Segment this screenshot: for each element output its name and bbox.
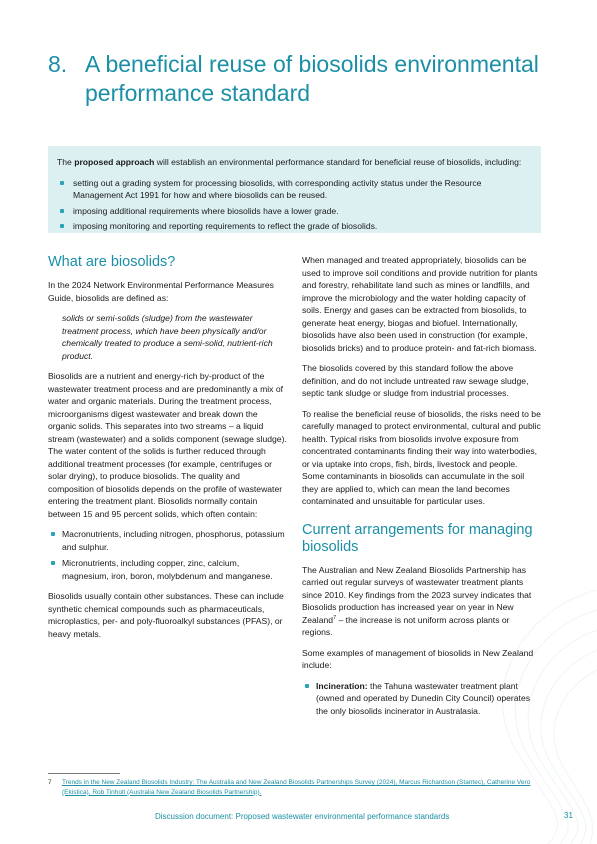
- bullet-icon: [60, 181, 64, 185]
- paragraph: To realise the beneficial reuse of biosolids, the risks need to be carefully managed to protect environmental, cultural and public health. Typical risks from biosolids involve exposure from concentrated contaminants finding their way into waterbodies, or via uptake into crops, fish, birds, livestock and people. Some contaminants in biosolids can accumulate in the soil they are applied to, which can mean the land becomes contaminated and unsuitable for particular uses.: [302, 408, 541, 506]
- list-item-text: imposing additional requirements where biosolids have a lower grade.: [73, 205, 339, 216]
- list-item: [302, 680, 542, 718]
- list-item-text: setting out a grading system for processing biosolids, with corresponding activity status under the Resource Management Act 1991 for how and where biosolids can be reused.: [73, 177, 482, 201]
- paragraph-text: The Australian and New Zealand Biosolids Partnership has carried out regular surveys of wastewater treatment plants since 2010. Key findings from the 2023 survey indicates that Biosolids production has increased year on year in New Zealand: [302, 564, 532, 625]
- bullet-icon: [60, 224, 64, 228]
- definition-quote: solids or semi-solids (sludge) from the wastewater treatment process, which have been physically and/or chemically treated to produce a semi-solid, nutrient-rich product.: [62, 313, 273, 361]
- paragraph: Biosolids usually contain other substances. These can include synthetic chemical compounds such as pharmaceuticals, microplastics, per- and poly-fluoroalkyl substances (PFAS), or heavy metals.: [48, 591, 284, 639]
- list-item: [57, 205, 532, 218]
- section-heading-current-arrangements: Current arrangements for managing biosolids: [302, 521, 533, 555]
- paragraph: The biosolids covered by this standard follow the above definition, and do not include untreated raw sewage sludge, septic tank sludge or sludge from industrial processes.: [302, 363, 529, 398]
- footnote-number: 7: [48, 779, 52, 786]
- list-item-text: Macronutrients, including nitrogen, phosphorus, potassium and sulphur.: [62, 529, 285, 552]
- callout-intro-text: The: [57, 157, 75, 167]
- page-title: [48, 50, 548, 108]
- list-item: [48, 528, 288, 553]
- paragraph: When managed and treated appropriately, biosolids can be used to improve soil conditions and provide nutrition for plants and forestry, rehabilitate land such as mines or landfills, and improve the microbiology and the water holding capacity of soils. Energy and gases can be extracted from biosolids, to generate heat energy, biogas and biofuel. Internationally, biosolids have also been used in construction (for example, biosolids bricks) and to produce protein- and fat-rich biomass.: [302, 255, 538, 353]
- nutrient-bullet-list: [48, 528, 288, 582]
- title-line-1: A beneficial reuse of biosolids environmental: [85, 51, 539, 77]
- list-item: [57, 177, 532, 202]
- bullet-icon: [60, 209, 64, 213]
- left-column: [48, 254, 288, 648]
- footnote-divider: [48, 773, 120, 774]
- bullet-icon: [51, 561, 55, 565]
- paragraph: Some examples of management of biosolids in New Zealand include:: [302, 647, 534, 670]
- callout-bullet-list: [57, 177, 532, 233]
- section-number: 8.: [48, 51, 68, 77]
- list-item: [48, 557, 288, 582]
- paragraph: In the 2024 Network Environmental Performance Measures Guide, biosolids are defined as:: [48, 280, 274, 303]
- title-line-2: performance standard: [85, 80, 311, 106]
- bullet-icon: [305, 684, 309, 688]
- callout-intro-rest: will establish an environmental performance standard for beneficial reuse of biosolids, including:: [154, 157, 522, 167]
- proposed-approach-bold: proposed approach: [74, 157, 155, 167]
- incineration-label: Incineration:: [316, 680, 368, 691]
- footnote-reference[interactable]: 7: [333, 614, 337, 621]
- callout-intro: [57, 156, 532, 169]
- management-bullet-list: [302, 680, 542, 718]
- paragraph: [302, 564, 542, 639]
- list-item-text: imposing monitoring and reporting requirements to reflect the grade of biosolids.: [73, 221, 378, 232]
- page-number: 31: [564, 811, 573, 820]
- footnote: [48, 778, 548, 797]
- paragraph-text: – the increase is not uniform across plants or regions.: [302, 614, 510, 637]
- bullet-icon: [51, 532, 55, 536]
- list-item: [57, 220, 532, 233]
- section-heading-what-are-biosolids: What are biosolids?: [48, 254, 176, 270]
- footer-document-title: Discussion document: Proposed wastewater environmental performance standards: [155, 812, 450, 821]
- list-item-text: the Tahuna wastewater treatment plant (owned and operated by Dunedin City Council) operates the only biosolids incinerator in Australasia.: [316, 680, 531, 716]
- paragraph: Biosolids are a nutrient and energy-rich by-product of the wastewater treatment process and are predominantly a mix of water and organic materials. During the treatment process, microorganisms digest wastewater and break down the organic solids. This separates into two streams – a liquid stream (wastewater) and a solids component (sewage sludge). The water content of the solids is further reduced through additional treatment processes (for example, centrifuges or solar drying), to produce biosolids. The quality and composition of biosolids depends on the profile of wastewater entering the treatment plant. Biosolids normally contain between 15 and 95 percent solids, which often contain:: [48, 371, 287, 519]
- footnote-link[interactable]: Trends in the New Zealand Biosolids Industry: The Australia and New Zealand Biosolids Partnerships Survey (2024), Marcus Richardson (Stantec), Catherine Vero (Ekistica), Rob Tinholt (Australia New Zealand Biosolids Partnership).: [62, 779, 531, 796]
- right-column: [302, 254, 542, 725]
- proposed-approach-callout: [48, 146, 541, 233]
- list-item-text: Micronutrients, including copper, zinc, calcium, magnesium, iron, boron, molybdenum and manganese.: [62, 558, 273, 581]
